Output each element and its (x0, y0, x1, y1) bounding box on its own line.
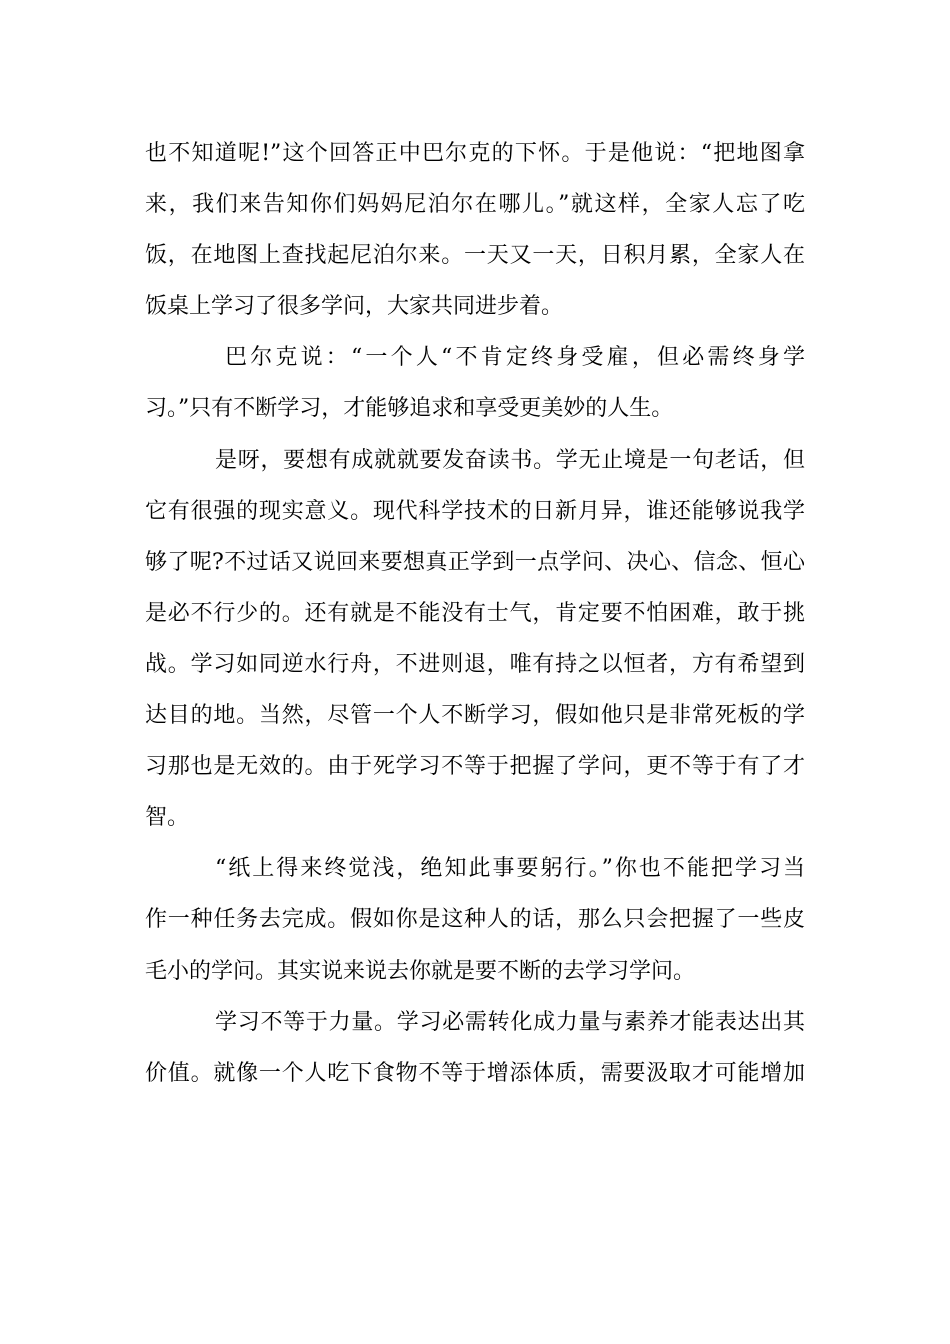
text-line: 习。”只有不断学习，才能够追求和享受更美妙的人生。 (145, 396, 674, 422)
text-line: 学习不等于力量。学习必需转化成力量与素养才能表达出其 (215, 1009, 805, 1035)
text-line: 是呀，要想有成就就要发奋读书。学无止境是一句老话，但 (215, 447, 805, 473)
text-line: 饭，在地图上查找起尼泊尔来。一天又一天，日积月累，全家人在 (145, 243, 805, 269)
text-line: “纸上得来终觉浅，绝知此事要躬行。”你也不能把学习当 (215, 856, 805, 882)
text-line: 也不知道呢!”这个回答正中巴尔克的下怀。于是他说：“把地图拿 (145, 141, 805, 166)
text-line: 达目的地。当然，尽管一个人不断学习，假如他只是非常死板的学 (145, 703, 805, 729)
text-line: 够了呢?不过话又说回来要想真正学到一点学问、决心、信念、恒心 (145, 549, 805, 575)
body-text (145, 128, 805, 1099)
text-line: 毛小的学问。其实说来说去你就是要不断的去学习学问。 (145, 958, 696, 984)
text-line: 战。学习如同逆水行舟，不进则退，唯有持之以恒者，方有希望到 (145, 651, 805, 677)
text-line: 它有很强的现实意义。现代科学技术的日新月异，谁还能够说我学 (145, 498, 805, 524)
text-line: 饭桌上学习了很多学问，大家共同进步着。 (145, 294, 564, 320)
text-line: 是必不行少的。还有就是不能没有士气，肯定要不怕困难，敢于挑 (145, 600, 805, 626)
text-line: 习那也是无效的。由于死学习不等于把握了学问，更不等于有了才 (145, 754, 805, 780)
text-line: 来，我们来告知你们妈妈尼泊尔在哪儿。”就这样，全家人忘了吃 (145, 192, 805, 218)
text-line: 作一种任务去完成。假如你是这种人的话，那么只会把握了一些皮 (145, 907, 805, 933)
text-line: 价值。就像一个人吃下食物不等于增添体质，需要汲取才可能增加 (145, 1060, 805, 1086)
text-line: 智。 (145, 805, 190, 831)
text-line: 巴尔克说：“一个人“不肯定终身受雇，但必需终身学 (225, 345, 805, 371)
